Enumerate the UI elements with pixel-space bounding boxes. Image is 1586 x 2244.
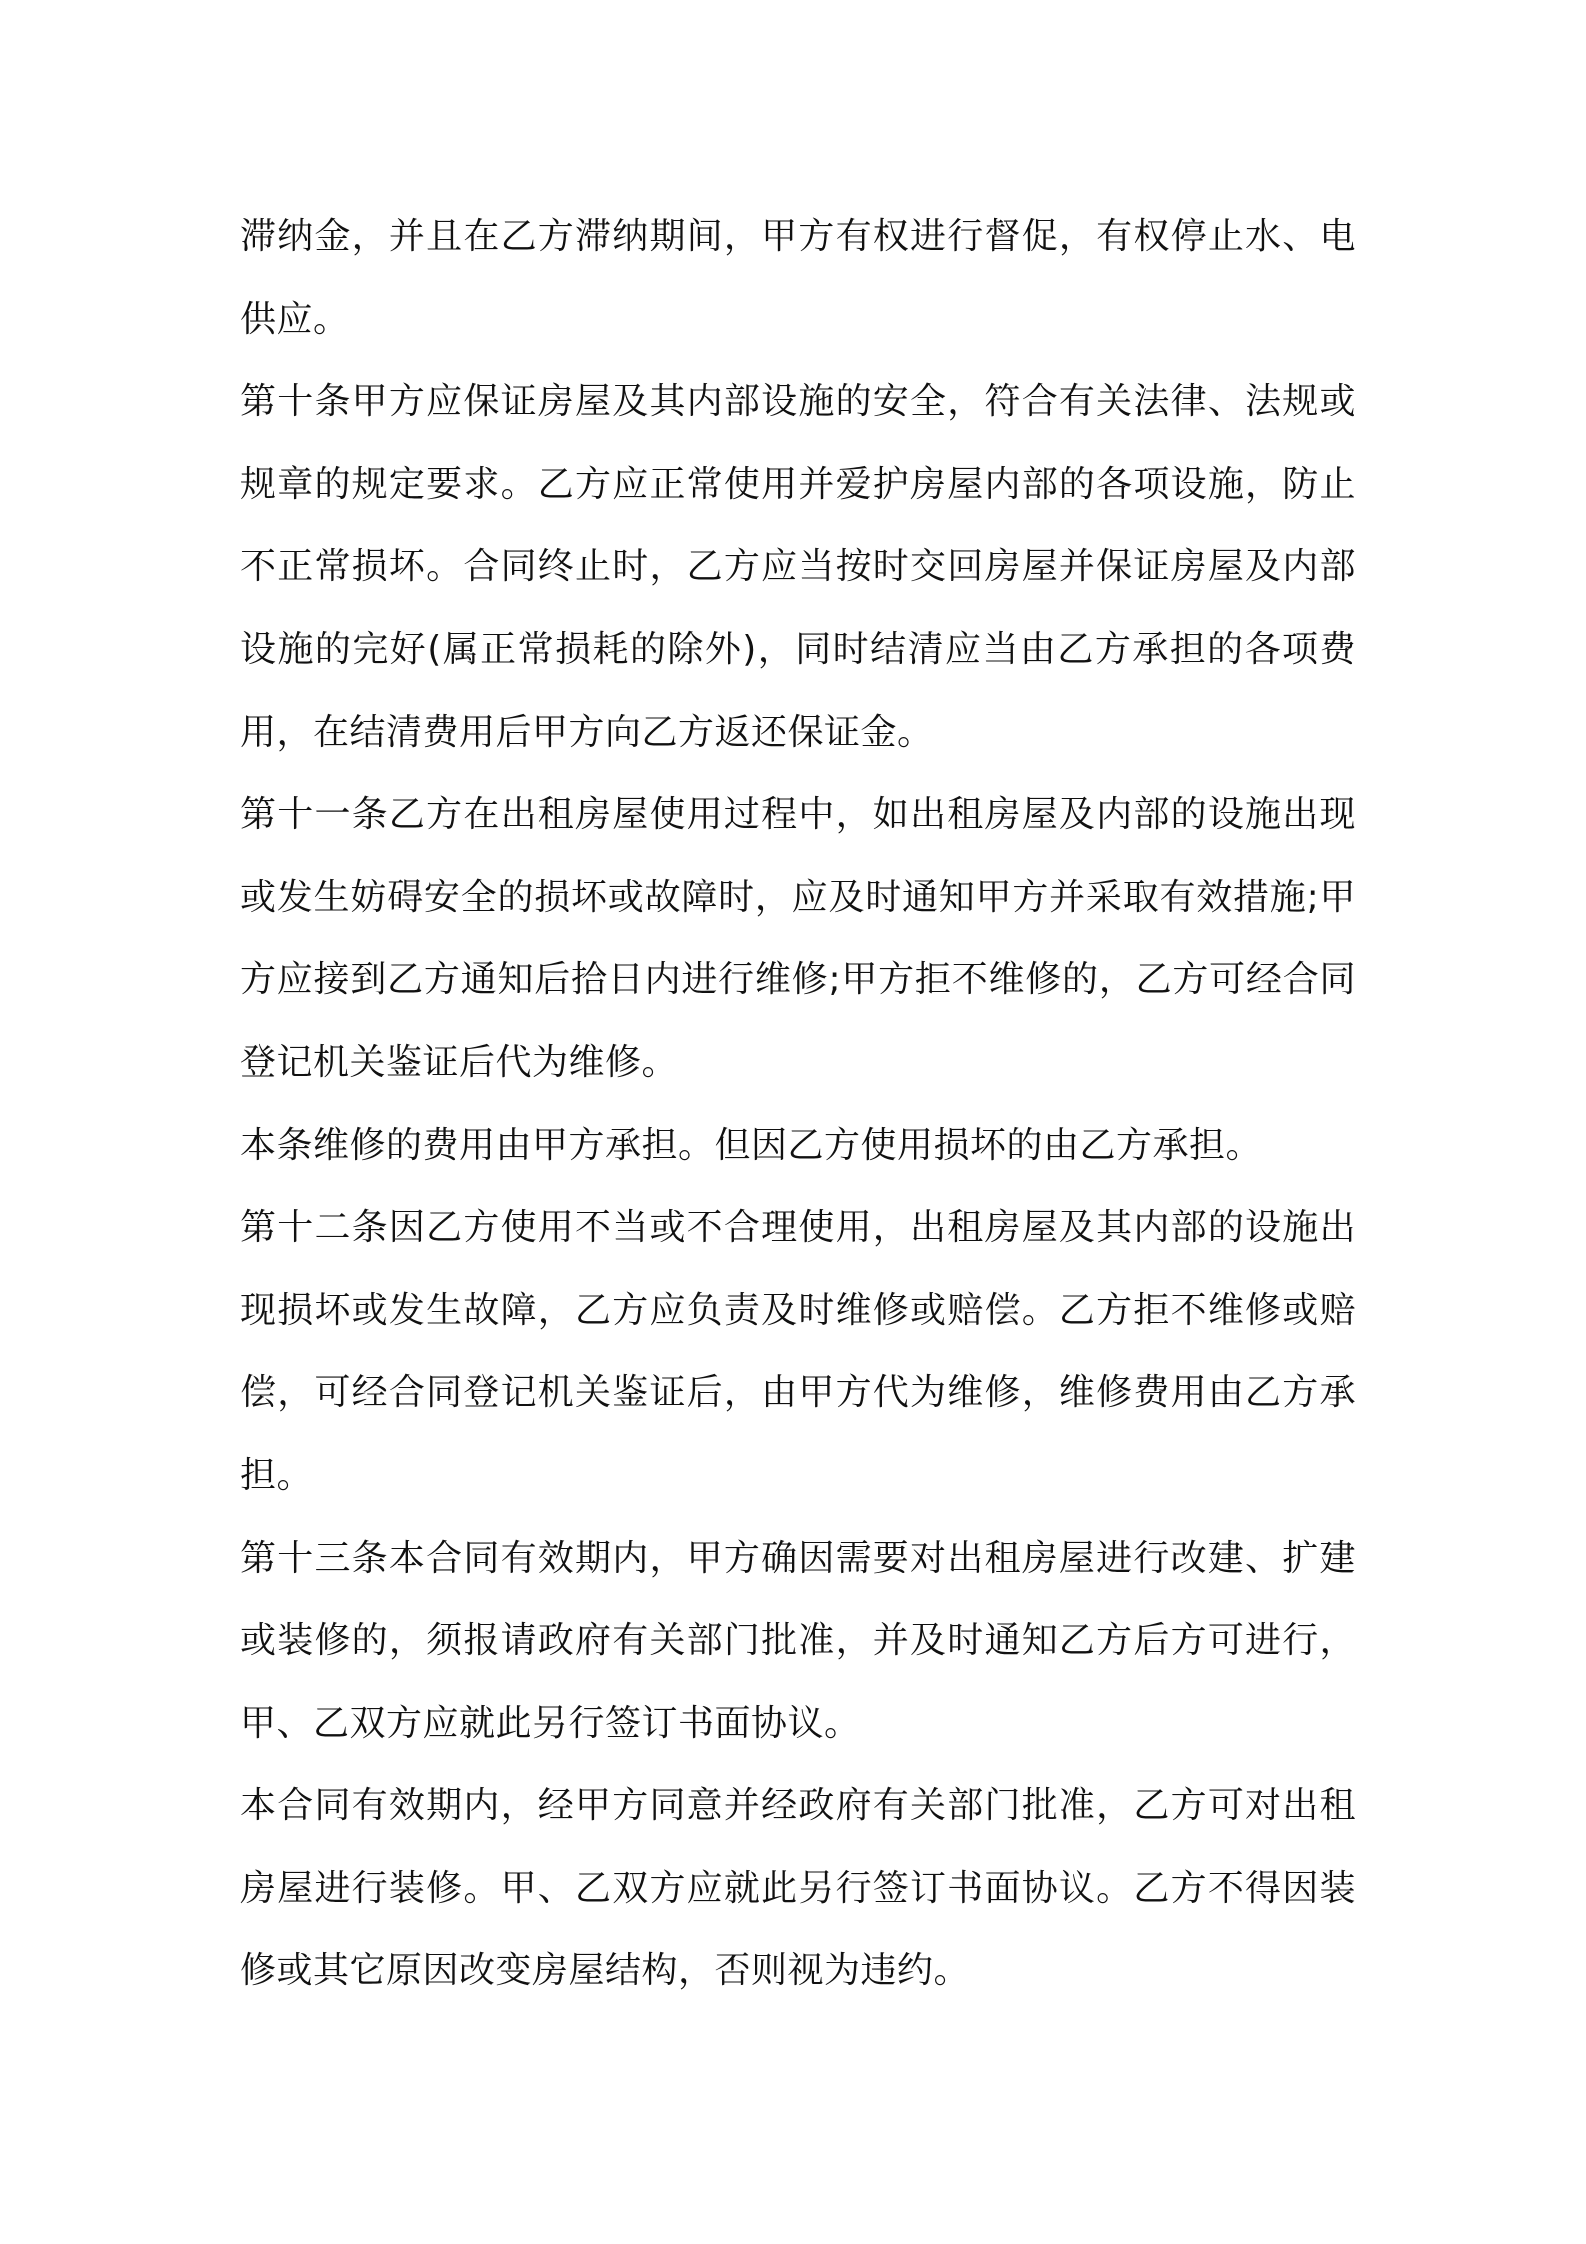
document-body: [240, 196, 1356, 2013]
paragraph-repair-cost: 本条维修的费用由甲方承担。但因乙方使用损坏的由乙方承担。: [240, 1124, 1263, 1166]
paragraph-renovation: 本合同有效期内，经甲方同意并经政府有关部门批准，乙方可对出租房屋进行装修。甲、乙双方应就此另行签订书面协议。乙方不得因装修或其它原因改变房屋结构，否则视为违约。: [240, 1785, 1356, 1992]
paragraph-article-10: 第十条甲方应保证房屋及其内部设施的安全，符合有关法律、法规或规章的规定要求。乙方应正常使用并爱护房屋内部的各项设施，防止不正常损坏。合同终止时，乙方应当按时交回房屋并保证房屋及内部设施的完好(属正常损耗的除外)，同时结清应当由乙方承担的各项费用，在结清费用后甲方向乙方返还保证金。: [240, 381, 1356, 753]
paragraph-article-13: 第十三条本合同有效期内，甲方确因需要对出租房屋进行改建、扩建或装修的，须报请政府有关部门批准，并及时通知乙方后方可进行，甲、乙双方应就此另行签订书面协议。: [240, 1537, 1356, 1744]
paragraph-late-fee: 滞纳金，并且在乙方滞纳期间，甲方有权进行督促，有权停止水、电供应。: [240, 216, 1356, 340]
paragraph-article-11: 第十一条乙方在出租房屋使用过程中，如出租房屋及内部的设施出现或发生妨碍安全的损坏或故障时，应及时通知甲方并采取有效措施;甲方应接到乙方通知后拾日内进行维修;甲方拒不维修的，乙方可经合同登记机关鉴证后代为维修。: [240, 794, 1356, 1083]
paragraph-article-12: 第十二条因乙方使用不当或不合理使用，出租房屋及其内部的设施出现损坏或发生故障，乙方应负责及时维修或赔偿。乙方拒不维修或赔偿，可经合同登记机关鉴证后，由甲方代为维修，维修费用由乙方承担。: [240, 1207, 1356, 1496]
